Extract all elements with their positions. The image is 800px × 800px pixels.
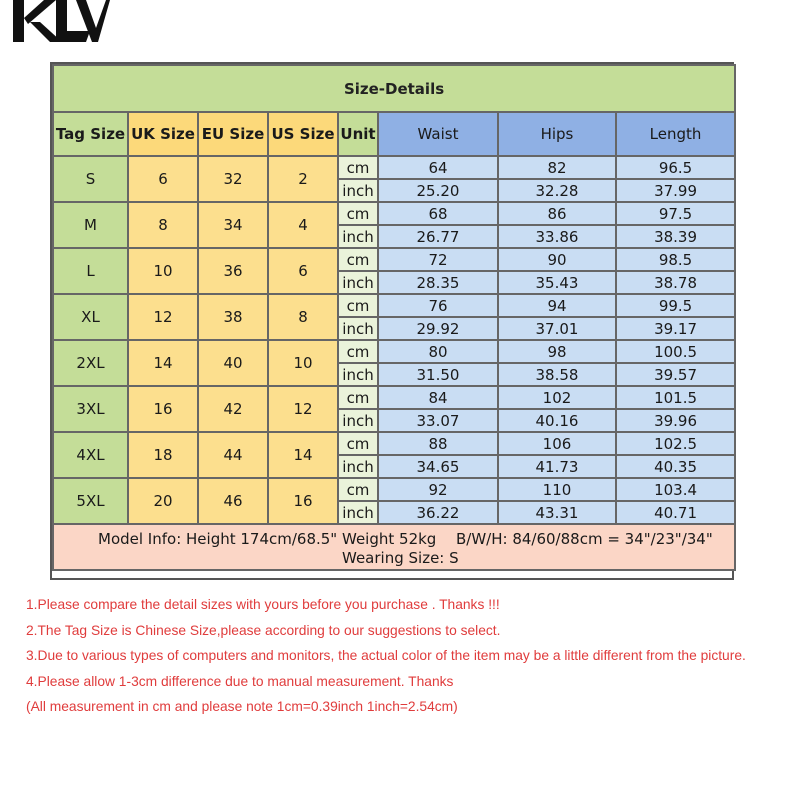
tag-size-cell: 2XL [54,341,127,385]
unit-cm-cell: cm [339,387,377,408]
table-row [54,203,734,224]
length-inch-cell: 40.35 [617,456,734,477]
header-us-size: US Size [269,113,337,155]
hips-inch-cell: 37.01 [499,318,615,339]
hips-inch-cell: 41.73 [499,456,615,477]
note-line: (All measurement in cm and please note 1cm=0.39inch 1inch=2.54cm) [26,699,458,715]
header-unit: Unit [339,113,377,155]
header-length: Length [617,113,734,155]
length-inch-cell: 39.96 [617,410,734,431]
hips-inch-cell: 43.31 [499,502,615,523]
waist-inch-cell: 25.20 [379,180,497,201]
us-size-cell: 16 [269,479,337,523]
tag-size-cell: 4XL [54,433,127,477]
us-size-cell: 14 [269,433,337,477]
length-inch-cell: 39.17 [617,318,734,339]
unit-cm-cell: cm [339,433,377,454]
hips-cm-cell: 86 [499,203,615,224]
hips-inch-cell: 32.28 [499,180,615,201]
unit-inch-cell: inch [339,410,377,431]
waist-cm-cell: 68 [379,203,497,224]
tag-size-cell: XL [54,295,127,339]
header-hips: Hips [499,113,615,155]
unit-inch-cell: inch [339,502,377,523]
uk-size-cell: 20 [129,479,197,523]
unit-inch-cell: inch [339,272,377,293]
uk-size-cell: 10 [129,249,197,293]
length-inch-cell: 38.39 [617,226,734,247]
table-row [54,479,734,500]
length-cm-cell: 99.5 [617,295,734,316]
length-cm-cell: 102.5 [617,433,734,454]
note-line: 3.Due to various types of computers and monitors, the actual color of the item may be a little different from the picture. [26,648,746,664]
waist-inch-cell: 31.50 [379,364,497,385]
waist-cm-cell: 84 [379,387,497,408]
eu-size-cell: 46 [199,479,267,523]
waist-inch-cell: 28.35 [379,272,497,293]
uk-size-cell: 14 [129,341,197,385]
hips-cm-cell: 102 [499,387,615,408]
waist-cm-cell: 80 [379,341,497,362]
unit-inch-cell: inch [339,364,377,385]
hips-inch-cell: 38.58 [499,364,615,385]
header-tag-size: Tag Size [54,113,127,155]
model-wearing-size: Wearing Size: S [342,549,459,567]
eu-size-cell: 38 [199,295,267,339]
length-inch-cell: 39.57 [617,364,734,385]
us-size-cell: 6 [269,249,337,293]
waist-inch-cell: 36.22 [379,502,497,523]
uk-size-cell: 6 [129,157,197,201]
us-size-cell: 12 [269,387,337,431]
header-uk-size: UK Size [129,113,197,155]
tag-size-cell: M [54,203,127,247]
unit-inch-cell: inch [339,318,377,339]
us-size-cell: 4 [269,203,337,247]
waist-cm-cell: 76 [379,295,497,316]
length-cm-cell: 97.5 [617,203,734,224]
length-cm-cell: 103.4 [617,479,734,500]
length-inch-cell: 38.78 [617,272,734,293]
waist-cm-cell: 72 [379,249,497,270]
eu-size-cell: 42 [199,387,267,431]
size-details-sheet [50,62,734,580]
waist-cm-cell: 88 [379,433,497,454]
unit-inch-cell: inch [339,180,377,201]
waist-inch-cell: 33.07 [379,410,497,431]
table-row [54,341,734,362]
unit-cm-cell: cm [339,203,377,224]
table-row [54,433,734,454]
length-inch-cell: 40.71 [617,502,734,523]
waist-cm-cell: 64 [379,157,497,178]
header-eu-size: EU Size [199,113,267,155]
hips-cm-cell: 82 [499,157,615,178]
uk-size-cell: 18 [129,433,197,477]
unit-inch-cell: inch [339,456,377,477]
length-cm-cell: 98.5 [617,249,734,270]
model-bwh: B/W/H: 84/60/88cm = 34"/23"/34" [456,530,713,548]
hips-inch-cell: 40.16 [499,410,615,431]
length-cm-cell: 100.5 [617,341,734,362]
table-row [54,249,734,270]
unit-cm-cell: cm [339,249,377,270]
unit-inch-cell: inch [339,226,377,247]
note-line: 1.Please compare the detail sizes with yours before you purchase . Thanks !!! [26,597,500,612]
us-size-cell: 2 [269,157,337,201]
eu-size-cell: 32 [199,157,267,201]
header-waist: Waist [379,113,497,155]
unit-cm-cell: cm [339,295,377,316]
eu-size-cell: 40 [199,341,267,385]
model-info [54,525,734,569]
size-table [52,64,736,571]
purchase-notes [26,596,796,724]
waist-inch-cell: 26.77 [379,226,497,247]
table-row [54,387,734,408]
tag-size-cell: 5XL [54,479,127,523]
eu-size-cell: 44 [199,433,267,477]
us-size-cell: 10 [269,341,337,385]
note-line: 2.The Tag Size is Chinese Size,please according to our suggestions to select. [26,622,501,638]
uk-size-cell: 16 [129,387,197,431]
table-title: Size-Details [54,66,734,111]
length-cm-cell: 101.5 [617,387,734,408]
length-cm-cell: 96.5 [617,157,734,178]
tag-size-cell: S [54,157,127,201]
tag-size-cell: L [54,249,127,293]
waist-cm-cell: 92 [379,479,497,500]
hips-cm-cell: 98 [499,341,615,362]
model-weight: Weight 52kg [342,530,437,548]
eu-size-cell: 34 [199,203,267,247]
length-inch-cell: 37.99 [617,180,734,201]
unit-cm-cell: cm [339,479,377,500]
model-height: Model Info: Height 174cm/68.5" [98,530,338,548]
hips-cm-cell: 106 [499,433,615,454]
note-line: 4.Please allow 1-3cm difference due to manual measurement. Thanks [26,673,454,689]
unit-cm-cell: cm [339,341,377,362]
hips-cm-cell: 110 [499,479,615,500]
uk-size-cell: 8 [129,203,197,247]
table-row [54,295,734,316]
hips-inch-cell: 33.86 [499,226,615,247]
hips-cm-cell: 94 [499,295,615,316]
eu-size-cell: 36 [199,249,267,293]
hips-cm-cell: 90 [499,249,615,270]
waist-inch-cell: 29.92 [379,318,497,339]
uk-size-cell: 12 [129,295,197,339]
us-size-cell: 8 [269,295,337,339]
waist-inch-cell: 34.65 [379,456,497,477]
table-row [54,157,734,178]
hips-inch-cell: 35.43 [499,272,615,293]
brand-logo [10,0,110,45]
unit-cm-cell: cm [339,157,377,178]
tag-size-cell: 3XL [54,387,127,431]
